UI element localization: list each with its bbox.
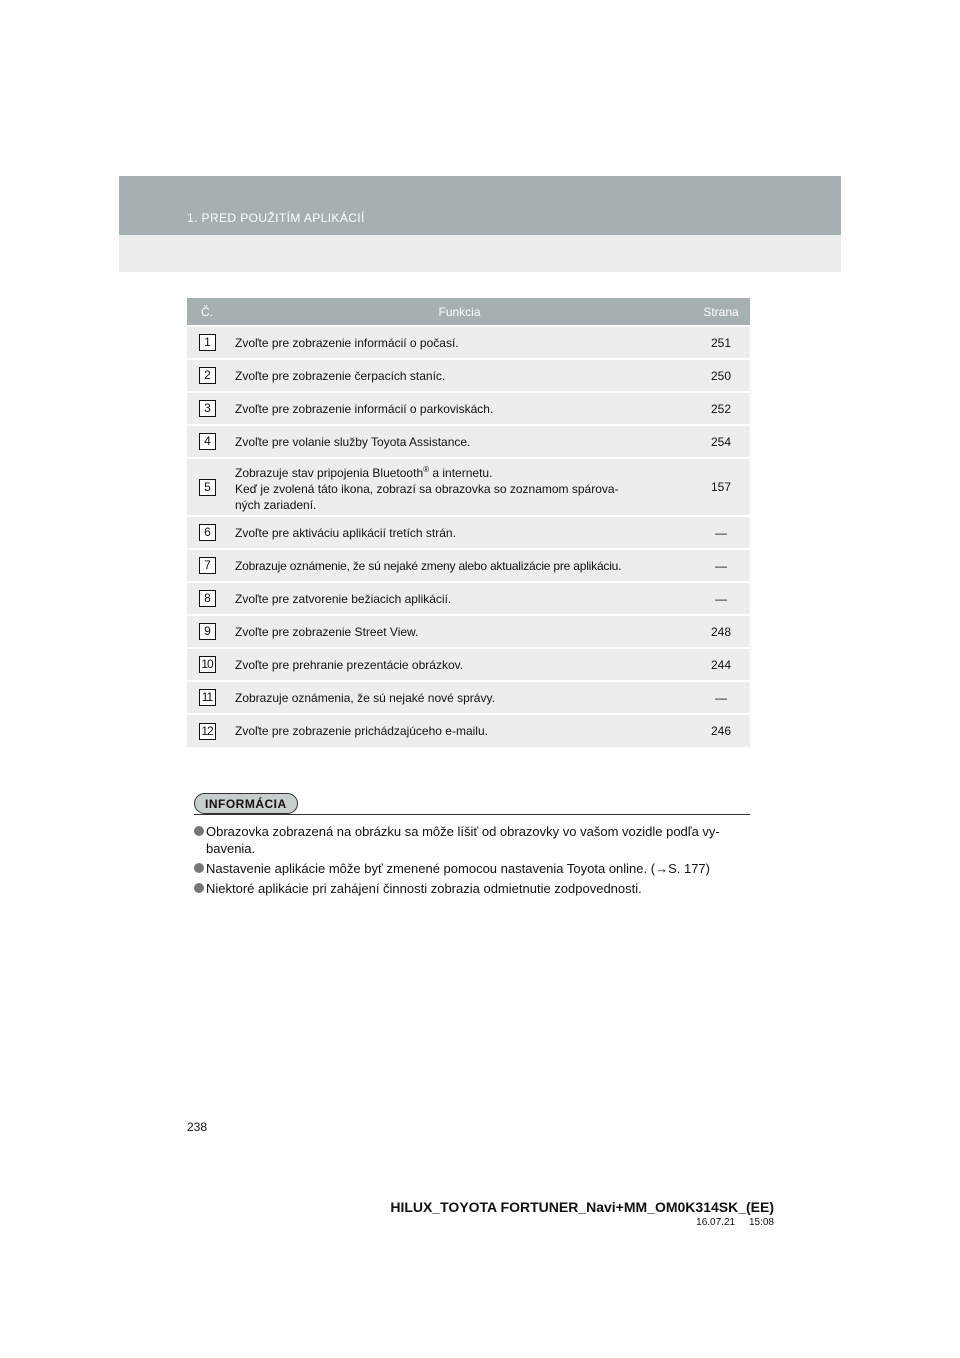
document-code: HILUX_TOYOTA FORTUNER_Navi+MM_OM0K314SK_(EE) [390, 1199, 774, 1215]
item-number-badge: 4 [199, 433, 216, 450]
page-ref-none: — [715, 525, 727, 540]
info-badge: INFORMÁCIA [194, 793, 298, 814]
function-text: Zvoľte pre prehranie prezentácie obrázkov. [235, 657, 464, 672]
function-text: Zvoľte pre zobrazenie informácií o počasí. [235, 335, 459, 350]
table-row [187, 714, 750, 747]
page-ref: 251 [710, 335, 732, 350]
table-row [187, 582, 750, 615]
bullet-dot-icon [194, 883, 204, 893]
function-text: Zvoľte pre zobrazenie Street View. [235, 624, 419, 639]
item-number-badge: 11 [199, 689, 216, 706]
page-ref: 157 [710, 480, 732, 494]
item-number-badge: 5 [199, 479, 216, 496]
header-bar [119, 176, 841, 235]
table-row [187, 425, 750, 458]
header-band [119, 176, 841, 272]
table-row [187, 392, 750, 425]
column-header-function: Funkcia [227, 298, 692, 326]
table-row [187, 359, 750, 392]
table-row [187, 615, 750, 648]
item-number-badge: 9 [199, 623, 216, 640]
list-item [194, 860, 754, 877]
table-row [187, 648, 750, 681]
table-row [187, 681, 750, 714]
table-row [187, 458, 750, 516]
item-number-badge: 1 [199, 334, 216, 351]
function-text: Zobrazuje oznámenie, že sú nejaké zmeny alebo aktualizácie pre aplikáciu. [235, 558, 622, 573]
page-ref-none: — [715, 690, 727, 705]
item-number-badge: 8 [199, 590, 216, 607]
function-text: Zvoľte pre zobrazenie informácií o parkoviskách. [235, 401, 494, 416]
function-text-part: a internetu. [429, 465, 493, 480]
function-text: Zvoľte pre zatvorenie bežiacich aplikácií. [235, 591, 452, 606]
bullet-dot-icon [194, 863, 204, 873]
bullet-text: Niektoré aplikácie pri zahájení činnosti zobrazia odmietnutie zodpovednosti. [206, 881, 642, 896]
info-divider [194, 814, 750, 815]
function-text: Zvoľte pre zobrazenie prichádzajúceho e-mailu. [235, 724, 488, 738]
item-number-badge: 7 [199, 557, 216, 574]
page-ref-none: — [715, 591, 727, 606]
bullet-text: Nastavenie aplikácie môže byť zmenené pomocou nastavenia Toyota online. (→S. 177) [206, 861, 710, 876]
info-bullet-list [194, 823, 754, 900]
function-text: Zvoľte pre aktiváciu aplikácií tretích strán. [235, 525, 456, 540]
function-text: Zobrazuje oznámenia, že sú nejaké nové správy. [235, 690, 495, 705]
function-text: Zvoľte pre volanie služby Toyota Assistance. [235, 434, 471, 449]
document-timestamp: 16.07.21 15:08 [696, 1217, 774, 1228]
column-header-number: Č. [187, 298, 227, 326]
table-row [187, 549, 750, 582]
function-text: Zvoľte pre zobrazenie čerpacích staníc. [235, 368, 446, 383]
page-number: 238 [187, 1120, 208, 1134]
item-number-badge: 3 [199, 400, 216, 417]
table-row [187, 516, 750, 549]
section-title: 1. PRED POUŽITÍM APLIKÁCIÍ [187, 211, 365, 225]
item-number-badge: 10 [199, 656, 216, 673]
bullet-text: Obrazovka zobrazená na obrázku sa môže líšiť od obrazovky vo vašom vozidle podľa vy-bavenia. [206, 824, 720, 856]
item-number-badge: 12 [199, 723, 216, 740]
bullet-dot-icon [194, 826, 204, 836]
page-ref: 244 [710, 657, 732, 672]
column-header-page: Strana [692, 298, 750, 326]
page-ref: 252 [710, 401, 732, 416]
list-item [194, 823, 754, 857]
page-ref: 248 [710, 624, 732, 639]
item-number-badge: 6 [199, 524, 216, 541]
page-ref: 254 [710, 434, 732, 449]
item-number-badge: 2 [199, 367, 216, 384]
function-text-line: Keď je zvolená táto ikona, zobrazí sa obrazovka so zoznamom spárova- [235, 481, 619, 496]
registered-mark: ® [423, 464, 430, 474]
function-text-part: Zobrazuje stav pripojenia Bluetooth [235, 465, 424, 480]
page-ref: 250 [710, 368, 732, 383]
function-text-line: ných zariadení. [235, 497, 317, 512]
table-header-row [187, 298, 750, 326]
list-item [194, 880, 754, 897]
page-ref-none: — [715, 558, 727, 573]
table-row [187, 326, 750, 359]
functions-table [187, 298, 750, 747]
function-text-line [235, 462, 684, 481]
page-ref: 246 [710, 724, 732, 738]
